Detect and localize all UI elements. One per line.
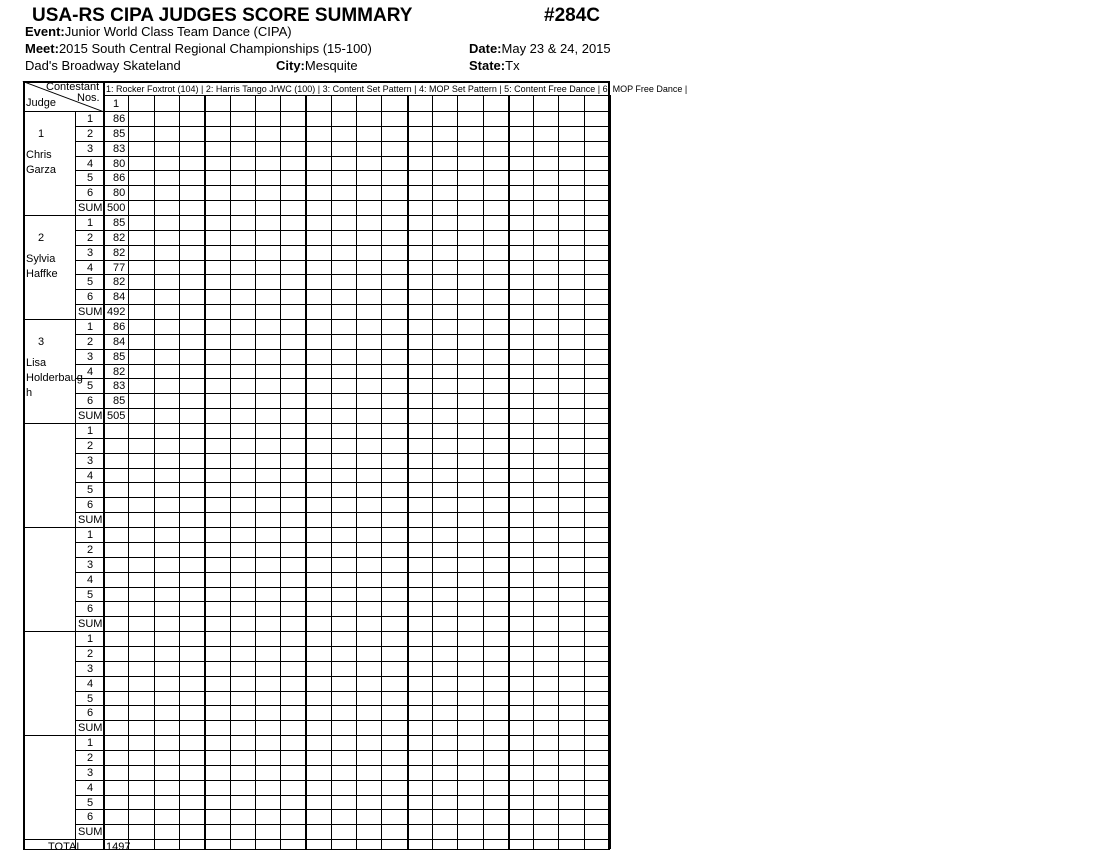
judge-column-line — [75, 111, 76, 849]
judge-row-line — [75, 616, 609, 617]
judge-sum-value: 492 — [107, 306, 126, 318]
judge-block-line — [23, 735, 75, 736]
judge-row-line — [75, 453, 609, 454]
judge-name-line: Sylvia — [26, 253, 56, 265]
judge-row-line — [75, 364, 609, 365]
judge-sum-value: 505 — [107, 410, 126, 422]
figure-number: 1 — [87, 737, 94, 749]
state-label: State: — [469, 58, 506, 73]
figure-number: 1 — [87, 529, 94, 541]
judge-row-line — [75, 245, 609, 246]
judge-row-line — [75, 408, 609, 409]
figure-number: 5 — [87, 276, 94, 288]
rink-value: Dad's Broadway Skateland — [25, 58, 181, 73]
score-value: 83 — [113, 143, 126, 155]
figure-number: 3 — [87, 143, 94, 155]
total-label: TOTAL — [48, 841, 83, 853]
judge-number: 2 — [38, 232, 45, 244]
judge-row-line — [75, 304, 609, 305]
event-label: Event: — [25, 24, 65, 39]
score-value: 86 — [113, 113, 126, 125]
judge-block-line — [23, 631, 75, 632]
figure-number: 5 — [87, 172, 94, 184]
figure-number: 1 — [87, 425, 94, 437]
judge-name-line: Lisa — [26, 357, 47, 369]
judge-sum-value: 500 — [107, 202, 126, 214]
dance-header-label: 1: Rocker Foxtrot (104) | 2: Harris Tango JrWC (100) | 3: Content Set Pattern | 4: MOP Set Pattern | 5: Content Free Dance | 6: MOP Free Dance | — [106, 84, 688, 94]
score-value: 82 — [113, 366, 126, 378]
judge-name-line: h — [26, 387, 33, 399]
sum-label: SUM — [78, 306, 103, 318]
city-label: City: — [276, 58, 305, 73]
judge-row-line — [75, 691, 609, 692]
figure-number: 2 — [87, 752, 94, 764]
figure-number: 6 — [87, 291, 94, 303]
figure-number: 5 — [87, 380, 94, 392]
judge-block-line — [23, 319, 75, 320]
figure-number: 6 — [87, 707, 94, 719]
judge-row-line — [75, 423, 609, 424]
judge-block-line — [23, 423, 75, 424]
score-value: 83 — [113, 380, 126, 392]
date-label: Date: — [469, 41, 502, 56]
judge-row-line — [75, 200, 609, 201]
figure-number: 3 — [87, 455, 94, 467]
judge-row-line — [75, 319, 609, 320]
judge-row-line — [75, 661, 609, 662]
score-value: 82 — [113, 247, 126, 259]
state-value: Tx — [505, 58, 520, 73]
corner-judge-label: Judge — [26, 97, 56, 109]
figure-number: 3 — [87, 247, 94, 259]
judge-row-line — [75, 527, 609, 528]
judge-row-line — [75, 274, 609, 275]
total-row-line — [23, 839, 609, 840]
judge-row-line — [75, 468, 609, 469]
figure-number: 3 — [87, 351, 94, 363]
judge-row-line — [75, 705, 609, 706]
judge-name-line: Chris — [26, 149, 52, 161]
judge-row-line — [75, 676, 609, 677]
corner-nos-label: Nos. — [77, 92, 100, 104]
judge-row-line — [75, 378, 609, 379]
score-value: 85 — [113, 395, 126, 407]
figure-number: 6 — [87, 603, 94, 615]
judge-row-line — [75, 631, 609, 632]
figure-number: 1 — [87, 217, 94, 229]
contestant-row-line — [23, 111, 609, 112]
judge-row-line — [75, 542, 609, 543]
score-value: 77 — [113, 262, 126, 274]
figure-number: 4 — [87, 782, 94, 794]
score-value: 86 — [113, 321, 126, 333]
figure-number: 2 — [87, 232, 94, 244]
event-value: Junior World Class Team Dance (CIPA) — [64, 24, 292, 39]
judge-name-line: Garza — [26, 164, 56, 176]
score-value: 82 — [113, 276, 126, 288]
score-value: 85 — [113, 128, 126, 140]
score-value: 85 — [113, 351, 126, 363]
judge-row-line — [75, 497, 609, 498]
judge-row-line — [75, 260, 609, 261]
judge-row-line — [75, 720, 609, 721]
judge-row-line — [75, 587, 609, 588]
judge-name-line: Holderbaug — [26, 372, 83, 384]
figure-number: 4 — [87, 678, 94, 690]
judge-row-line — [75, 156, 609, 157]
figure-number: 3 — [87, 767, 94, 779]
figure-number: 1 — [87, 633, 94, 645]
figure-number: 1 — [87, 113, 94, 125]
judge-row-line — [75, 126, 609, 127]
figure-number: 5 — [87, 484, 94, 496]
figure-number: 5 — [87, 693, 94, 705]
page-title: USA-RS CIPA JUDGES SCORE SUMMARY — [32, 5, 413, 26]
judge-number: 1 — [38, 128, 45, 140]
judge-row-line — [75, 780, 609, 781]
figure-number: 4 — [87, 366, 94, 378]
table-border-left — [23, 81, 25, 849]
figure-number: 4 — [87, 470, 94, 482]
corner-contestant-label: Contestant — [46, 81, 100, 93]
judge-block-line — [23, 215, 75, 216]
sheet-number: #284C — [544, 5, 600, 26]
figure-number: 6 — [87, 499, 94, 511]
score-value: 80 — [113, 158, 126, 170]
judge-row-line — [75, 557, 609, 558]
judge-row-line — [75, 482, 609, 483]
score-value: 86 — [113, 172, 126, 184]
figure-number: 2 — [87, 648, 94, 660]
score-value: 84 — [113, 291, 126, 303]
total-value: 1497 — [106, 841, 131, 853]
figure-number: 6 — [87, 187, 94, 199]
score-value: 82 — [113, 232, 126, 244]
figure-number: 5 — [87, 797, 94, 809]
judge-row-line — [75, 795, 609, 796]
figure-number: 5 — [87, 589, 94, 601]
figure-number: 2 — [87, 440, 94, 452]
contestant-number: 1 — [113, 98, 120, 110]
figure-column-line — [103, 81, 105, 849]
figure-number: 6 — [87, 395, 94, 407]
judge-block-line — [23, 527, 75, 528]
sum-label: SUM — [78, 826, 103, 838]
judge-row-line — [75, 349, 609, 350]
meet-label: Meet: — [25, 41, 59, 56]
judge-name-line: Haffke — [26, 268, 58, 280]
judge-row-line — [75, 572, 609, 573]
figure-number: 4 — [87, 158, 94, 170]
figure-number: 3 — [87, 663, 94, 675]
figure-number: 2 — [87, 336, 94, 348]
judge-row-line — [75, 646, 609, 647]
date-value: May 23 & 24, 2015 — [501, 41, 611, 56]
score-value: 85 — [113, 217, 126, 229]
score-value: 84 — [113, 336, 126, 348]
judge-row-line — [75, 512, 609, 513]
sum-label: SUM — [78, 202, 103, 214]
judge-row-line — [75, 215, 609, 216]
judge-row-line — [75, 230, 609, 231]
judge-row-line — [75, 170, 609, 171]
judge-row-line — [75, 601, 609, 602]
judge-row-line — [75, 185, 609, 186]
meet-value: 2015 South Central Regional Championships (15-100) — [58, 41, 372, 56]
sum-label: SUM — [78, 514, 103, 526]
sum-label: SUM — [78, 722, 103, 734]
sum-label: SUM — [78, 618, 103, 630]
figure-number: 4 — [87, 262, 94, 274]
judge-row-line — [75, 393, 609, 394]
judge-row-line — [75, 141, 609, 142]
judge-row-line — [75, 289, 609, 290]
figure-number: 2 — [87, 544, 94, 556]
judge-row-line — [75, 334, 609, 335]
figure-number: 1 — [87, 321, 94, 333]
score-value: 80 — [113, 187, 126, 199]
figure-number: 3 — [87, 559, 94, 571]
sum-label: SUM — [78, 410, 103, 422]
dance-group-line — [609, 95, 611, 849]
judge-row-line — [75, 750, 609, 751]
judge-number: 3 — [38, 336, 45, 348]
judge-row-line — [75, 809, 609, 810]
figure-number: 2 — [87, 128, 94, 140]
judge-row-line — [75, 824, 609, 825]
figure-number: 6 — [87, 811, 94, 823]
figure-number: 4 — [87, 574, 94, 586]
judge-row-line — [75, 765, 609, 766]
judge-row-line — [75, 438, 609, 439]
judge-row-line — [75, 735, 609, 736]
city-value: Mesquite — [304, 58, 358, 73]
